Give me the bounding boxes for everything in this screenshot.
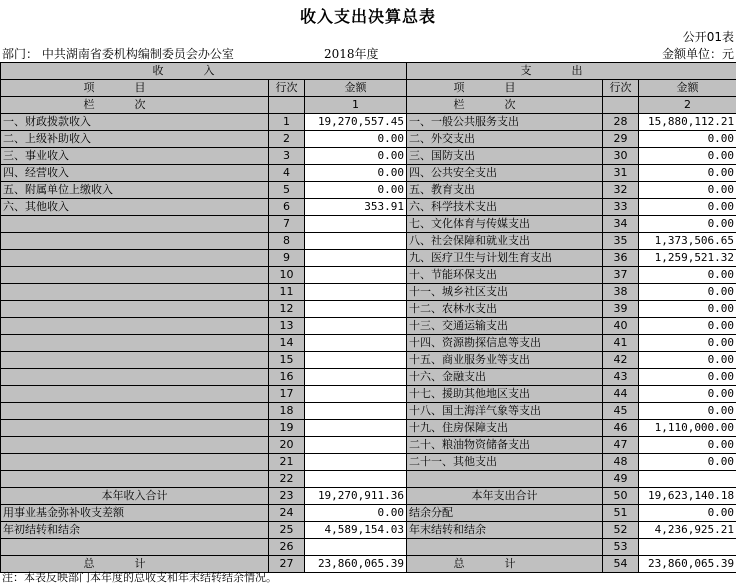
expense-line-no: 36 [603,250,639,267]
grand-total-income-line-no: 27 [269,556,305,573]
income-line-no: 13 [269,318,305,335]
expense-item-name: 十九、住房保障支出 [407,420,603,437]
income-line-no: 6 [269,199,305,216]
table-row [1,437,736,454]
income-amount [305,233,407,250]
expense-amount: 0.00 [639,352,736,369]
income-amount: 0.00 [305,165,407,182]
income-item-name [1,352,269,369]
income-line-no: 4 [269,165,305,182]
expense-line-no: 34 [603,216,639,233]
expense-line-no: 40 [603,318,639,335]
year-income-total-label: 本年收入合计 [1,488,269,505]
begin-balance-line-no: 25 [269,522,305,539]
expense-amount: 0.00 [639,267,736,284]
expense-amount: 0.00 [639,403,736,420]
expense-column-label: 栏次 [407,97,603,114]
expense-line-no: 42 [603,352,639,369]
income-item-name [1,233,269,250]
fund-line-no: 24 [269,505,305,522]
grand-total-expense-amount: 23,860,065.39 [639,556,736,573]
expense-line-no: 38 [603,284,639,301]
income-item-name: 二、上级补助收入 [1,131,269,148]
distribution-label: 结余分配 [407,505,603,522]
table-row [1,182,736,199]
expense-amount: 0.00 [639,318,736,335]
income-item-name [1,284,269,301]
income-amount [305,386,407,403]
department-label: 部门： [2,47,39,61]
year-expense-total-label: 本年支出合计 [407,488,603,505]
expense-line-no: 32 [603,182,639,199]
table-row [1,216,736,233]
income-item-name: 四、经营收入 [1,165,269,182]
income-item-name [1,437,269,454]
income-item-name [1,420,269,437]
fund-amount: 0.00 [305,505,407,522]
income-item-name [1,318,269,335]
expense-item-name: 十五、商业服务业等支出 [407,352,603,369]
table-row [1,335,736,352]
table-row [1,267,736,284]
table-row [1,131,736,148]
department-line [2,45,234,62]
table-row [1,284,736,301]
expense-item-name: 五、教育支出 [407,182,603,199]
income-line-no: 2 [269,131,305,148]
table-row [1,454,736,471]
income-line-no: 12 [269,301,305,318]
income-amount [305,369,407,386]
expense-item-name: 四、公共安全支出 [407,165,603,182]
grand-total-income-amount: 23,860,065.39 [305,556,407,573]
table-row [1,165,736,182]
income-amount [305,250,407,267]
expense-item-name: 十六、金融支出 [407,369,603,386]
income-item-name: 一、财政拨款收入 [1,114,269,131]
table-row [1,403,736,420]
expense-amount: 0.00 [639,216,736,233]
income-amount-header: 金额 [305,80,407,97]
table-row [1,352,736,369]
income-line-no: 22 [269,471,305,488]
expense-item-name: 九、医疗卫生与计划生育支出 [407,250,603,267]
income-amount [305,318,407,335]
income-line-no: 1 [269,114,305,131]
year-total-row [1,488,736,505]
expense-item-name: 七、文化体育与传媒支出 [407,216,603,233]
amount-unit: 金额单位：元 [661,47,734,61]
income-item-name: 五、附属单位上缴收入 [1,182,269,199]
expense-line-no: 29 [603,131,639,148]
expense-item-header: 项目 [407,80,603,97]
table-row [1,471,736,488]
expense-amount: 0.00 [639,148,736,165]
fund-label: 用事业基金弥补收支差额 [1,505,269,522]
blank-expense-amount [639,539,736,556]
year-income-total-amount: 19,270,911.36 [305,488,407,505]
income-line-no-header: 行次 [269,80,305,97]
income-amount [305,335,407,352]
expense-amount: 0.00 [639,454,736,471]
expense-amount: 1,373,506.65 [639,233,736,250]
expense-amount: 15,880,112.21 [639,114,736,131]
column-header-row [1,80,736,97]
income-item-name: 六、其他收入 [1,199,269,216]
expense-item-name: 二、外交支出 [407,131,603,148]
expense-amount: 1,259,521.32 [639,250,736,267]
end-balance-label: 年末结转和结余 [407,522,603,539]
income-line-no: 7 [269,216,305,233]
income-amount: 0.00 [305,182,407,199]
department-name: 中共湖南省委机构编制委员会办公室 [41,47,234,61]
expense-line-no-header: 行次 [603,80,639,97]
fiscal-year: 2018年度 [324,47,379,61]
expense-item-name: 一、一般公共服务支出 [407,114,603,131]
form-number: 公开01表 [682,30,734,44]
blank-income-line-no: 26 [269,539,305,556]
expense-amount: 0.00 [639,284,736,301]
distribution-amount: 0.00 [639,505,736,522]
blank-row [1,539,736,556]
expense-item-name: 十二、农林水支出 [407,301,603,318]
expense-amount: 0.00 [639,335,736,352]
expense-line-no: 46 [603,420,639,437]
table-row [1,318,736,335]
income-line-no: 18 [269,403,305,420]
grand-total-expense-line-no: 54 [603,556,639,573]
income-line-no: 17 [269,386,305,403]
expense-line-no: 45 [603,403,639,420]
grand-total-expense-label: 总计 [407,556,603,573]
expense-line-no: 35 [603,233,639,250]
income-item-name [1,369,269,386]
table-row [1,420,736,437]
income-amount [305,216,407,233]
income-column-blank [269,97,305,114]
income-amount: 0.00 [305,148,407,165]
expense-line-no: 39 [603,301,639,318]
footnote: 注：本表反映部门本年度的总收支和年末结转结余情况。 [2,571,277,584]
blank-expense-line-no: 53 [603,539,639,556]
income-amount [305,420,407,437]
income-amount: 0.00 [305,131,407,148]
year-income-total-line-no: 23 [269,488,305,505]
expense-line-no: 49 [603,471,639,488]
expense-item-name: 十三、交通运输支出 [407,318,603,335]
expense-line-no: 47 [603,437,639,454]
table-row [1,199,736,216]
expense-line-no: 30 [603,148,639,165]
grand-total-income-label: 总计 [1,556,269,573]
income-line-no: 5 [269,182,305,199]
income-amount [305,301,407,318]
expense-item-name: 二十、粮油物资储备支出 [407,437,603,454]
column-number-row [1,97,736,114]
income-amount [305,471,407,488]
distribution-line-no: 51 [603,505,639,522]
expense-item-name: 三、国防支出 [407,148,603,165]
carryover-row [1,522,736,539]
table-row [1,250,736,267]
fund-row [1,505,736,522]
expense-item-name: 十七、援助其他地区支出 [407,386,603,403]
income-item-name [1,301,269,318]
table-row [1,369,736,386]
expense-line-no: 37 [603,267,639,284]
expense-item-name: 二十一、其他支出 [407,454,603,471]
end-balance-amount: 4,236,925.21 [639,522,736,539]
expense-amount [639,471,736,488]
blank-income-label [1,539,269,556]
expense-line-no: 28 [603,114,639,131]
expense-amount: 0.00 [639,165,736,182]
table-row [1,233,736,250]
income-line-no: 14 [269,335,305,352]
income-amount: 353.91 [305,199,407,216]
table-row [1,114,736,131]
expense-amount: 1,110,000.00 [639,420,736,437]
income-item-name [1,267,269,284]
begin-balance-amount: 4,589,154.03 [305,522,407,539]
expense-amount: 0.00 [639,369,736,386]
income-item-name: 三、事业收入 [1,148,269,165]
income-amount [305,352,407,369]
year-expense-total-amount: 19,623,140.18 [639,488,736,505]
blank-expense-label [407,539,603,556]
expense-amount: 0.00 [639,437,736,454]
blank-income-amount [305,539,407,556]
table-row [1,301,736,318]
expense-amount-header: 金额 [639,80,736,97]
expense-item-name: 八、社会保障和就业支出 [407,233,603,250]
income-line-no: 20 [269,437,305,454]
expense-item-name [407,471,603,488]
begin-balance-label: 年初结转和结余 [1,522,269,539]
report-title: 收入支出决算总表 [299,7,436,26]
income-expense-table [0,62,736,573]
expense-amount: 0.00 [639,131,736,148]
income-column-label: 栏次 [1,97,269,114]
expense-item-name: 十八、国土海洋气象等支出 [407,403,603,420]
income-line-no: 19 [269,420,305,437]
income-line-no: 10 [269,267,305,284]
year-expense-total-line-no: 50 [603,488,639,505]
section-header-row [1,63,736,80]
expense-line-no: 41 [603,335,639,352]
expense-line-no: 43 [603,369,639,386]
expense-section-header: 支出 [407,63,736,80]
income-amount [305,267,407,284]
expense-amount: 0.00 [639,301,736,318]
income-amount [305,284,407,301]
expense-amount: 0.00 [639,199,736,216]
income-line-no: 15 [269,352,305,369]
income-amount: 19,270,557.45 [305,114,407,131]
expense-amount: 0.00 [639,182,736,199]
income-line-no: 16 [269,369,305,386]
income-item-name [1,454,269,471]
income-item-name [1,250,269,267]
income-line-no: 9 [269,250,305,267]
expense-line-no: 44 [603,386,639,403]
end-balance-line-no: 52 [603,522,639,539]
income-item-name [1,386,269,403]
income-amount [305,403,407,420]
expense-line-no: 33 [603,199,639,216]
income-line-no: 21 [269,454,305,471]
income-item-name [1,335,269,352]
income-line-no: 3 [269,148,305,165]
income-item-name [1,471,269,488]
income-item-name [1,403,269,420]
income-amount [305,454,407,471]
income-amount [305,437,407,454]
table-row [1,386,736,403]
expense-item-name: 十四、资源勘探信息等支出 [407,335,603,352]
expense-line-no: 31 [603,165,639,182]
income-section-header: 收入 [1,63,407,80]
expense-item-name: 十、节能环保支出 [407,267,603,284]
income-item-header: 项目 [1,80,269,97]
expense-item-name: 十一、城乡社区支出 [407,284,603,301]
expense-item-name: 六、科学技术支出 [407,199,603,216]
expense-line-no: 48 [603,454,639,471]
expense-column-blank [603,97,639,114]
expense-amount: 0.00 [639,386,736,403]
income-item-name [1,216,269,233]
income-line-no: 11 [269,284,305,301]
income-column-number: 1 [305,97,407,114]
table-row [1,148,736,165]
income-line-no: 8 [269,233,305,250]
expense-column-number: 2 [639,97,736,114]
